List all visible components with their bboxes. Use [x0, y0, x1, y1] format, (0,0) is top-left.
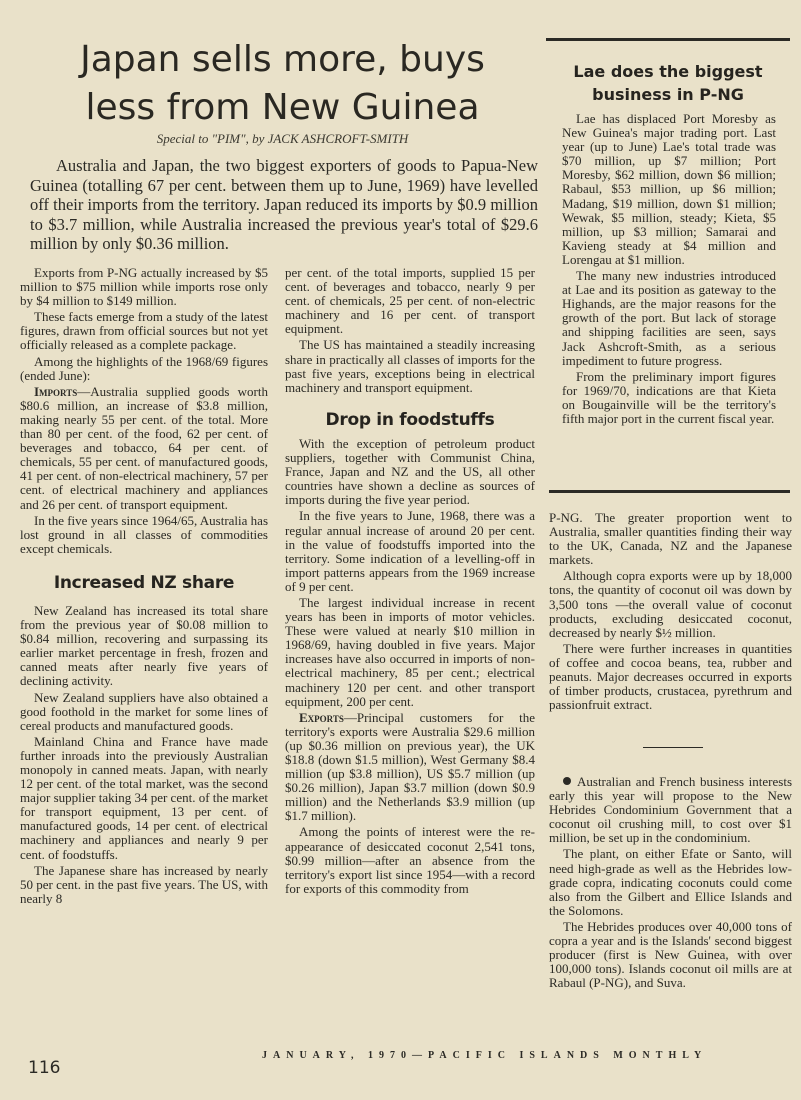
- paragraph: [285, 711, 535, 824]
- paragraph: The Japanese share has increased by nearly 50 per cent. in the past five years. The US, with nearly 8: [20, 862, 268, 906]
- paragraph-text: Australian and French business interests early this year will propose to the New Hebrides Condominium Government that a coconut oil crushing mill, to cost over $1 million, be set up in the condominium.: [549, 774, 792, 846]
- byline: Special to "PIM", by JACK ASHCROFT-SMITH: [156, 131, 409, 146]
- running-title: JANUARY, 1970—PACIFIC ISLANDS MONTHLY: [262, 1050, 708, 1061]
- paragraph: per cent. of the total imports, supplied 15 per cent. of beverages and tobacco, nearly 9 per cent. of chemicals, 25 per cent. of non-electric machinery and 16 per cent. of transport equipment.: [285, 265, 535, 337]
- sidebar-bottom-rule: [549, 490, 790, 493]
- paragraph: The many new industries introduced at Lae and its position as gateway to the Highands, are the major reasons for the growth of the port. But lack of storage and shipping facilities are seen, says Jack Ashcroft-Smith, as a serious impediment to future progress.: [562, 268, 776, 368]
- paragraph: Among the points of interest were the re-appearance of desiccated coconut 2,541 tons, $0.99 million—after an absence from the territory's export list since 1954—with a record for exports of this commodity from: [285, 824, 535, 896]
- paragraph: Lae has displaced Port Moresby as New Guinea's major trading port. Last year (up to June) Lae's total trade was $70 million, up $7 million; Port Moresby, $62 million, down $6 million; Rabaul, $53 million, up $6 million; Madang, $19 million, down $1 million; Wewak, $5 million, steady; Kieta, $5 million, up $3 million; Samarai and Kavieng steady at $4 million and Lorengau at $1 million.: [562, 111, 776, 267]
- paragraph: The US has maintained a steadily increasing share in practically all classes of imports for the past five years, exceptions being in electrical machinery and transport equipment.: [285, 337, 535, 395]
- sidebar-title-line-2: business in P-NG: [592, 85, 744, 104]
- paragraph: New Zealand suppliers have also obtained a good foothold in the market for some lines of cereal products and manufactured goods.: [20, 689, 268, 733]
- paragraph-text: —Australia supplied goods worth $80.6 million, an increase of $3.8 million, making nearly 55 per cent. of the total. More than 80 per cent. of the food, 62 per cent. of beverages and tobacco, 64 per cent. of chemicals, 55 per cent. of manufactured goods, 41 per cent. of non-electrical machinery, 57 per cent. of electrical machinery and appliances and 26 per cent. of transport equipment.: [20, 383, 268, 512]
- paragraph: Exports from P-NG actually increased by $5 million to $75 million while imports rose only by $4 million to $149 million.: [20, 265, 268, 309]
- paragraph: The plant, on either Efate or Santo, will need high-grade as well as the Hebrides low-grade copra, indicating coconuts could come also from the Gilbert and Ellice Islands and the Solomons.: [549, 846, 792, 918]
- paragraph-text: —Principal customers for the territory's exports were Australia $29.6 million (up $0.36 million on previous year), the UK $18.8 (down $1.5 million), West Germany $8.4 million (up $3.8 million), US $5.7 million (up $0.26 million), Japan $3.7 million (down $0.9 million) and the Netherlands $3.9 million (up $1.7 million).: [285, 709, 535, 824]
- paragraph: In the five years to June, 1968, there was a regular annual increase of around 20 per cent. in the value of foodstuffs imported into the territory. Some indication of a levelling-off in import patterns appears from the 1969 increase of 9 per cent.: [285, 508, 535, 594]
- section-divider: [643, 747, 703, 748]
- paragraph: Mainland China and France have made further inroads into the previously Australian monopoly in canned meats. Japan, with nearly 12 per cent. of the total market, was the second major supplier taking 34 per cent. of the market for transport equipment, 13 per cent. of manufactured goods, 14 per cent. of electrical machinery and appliances and nearly 9 per cent. of foodstuffs.: [20, 733, 269, 862]
- sidebar-title: [546, 60, 790, 106]
- headline-line-2: less from New Guinea: [85, 87, 480, 128]
- sidebar-body: [562, 112, 776, 428]
- paragraph: Among the highlights of the 1968/69 figures (ended June):: [20, 353, 268, 383]
- sidebar-top-rule: [546, 38, 790, 41]
- headline-line-1: Japan sells more, buys: [80, 39, 485, 80]
- article-headline: [30, 36, 535, 132]
- column-3-hebrides-item: [549, 775, 792, 992]
- sidebar-title-line-1: Lae does the biggest: [573, 62, 763, 81]
- column-1: [20, 266, 268, 908]
- column-3-continuation: [549, 511, 792, 714]
- paragraph: The largest individual increase in recent years has been in imports of motor vehicles. These were valued at nearly $10 million in 1968/69, having doubled in five years. Major increases have also occurred in imports of non-electrical machinery, 85 per cent.; electrical machinery 120 per cent. and other transport equipment, 200 per cent.: [285, 594, 535, 709]
- paragraph: [20, 385, 268, 512]
- paragraph: New Zealand has increased its total share from the previous year of $0.08 million to $0.84 million, recovering and surpassing its earlier market percentage in fresh, frozen and canned meats after nearly five years of declining activity.: [20, 602, 268, 689]
- bullet-icon: [563, 777, 571, 785]
- paragraph: P-NG. The greater proportion went to Australia, smaller quantities finding their way to the UK, Canada, NZ and the Japanese markets.: [549, 510, 792, 568]
- paragraph: The Hebrides produces over 40,000 tons of copra a year and is the Islands' second biggest producer (first is New Guinea, with over 100,000 tons). Islands coconut oil mills are at Rabaul (P-NG), and Suva.: [549, 918, 792, 991]
- paragraph: In the five years since 1964/65, Australia has lost ground in all classes of commodities except chemicals.: [20, 512, 268, 556]
- subheading: Increased NZ share: [53, 572, 235, 593]
- column-2: [285, 266, 535, 898]
- run-in-heading: Imports: [34, 383, 78, 399]
- paragraph: Although copra exports were up by 18,000 tons, the quantity of coconut oil was down by 3,500 tons —the overall value of coconut products, excluding desiccated coconut, decreased by nearly $½ million.: [549, 568, 792, 640]
- subheading: Drop in foodstuffs: [325, 409, 495, 430]
- paragraph: These facts emerge from a study of the latest figures, drawn from official sources but not yet officially released as a complete package.: [20, 309, 268, 353]
- page-number: 116: [28, 1058, 61, 1078]
- lead-paragraph: Australia and Japan, the two biggest exporters of goods to Papua-New Guinea (totalling 67 per cent. between them up to June, 1969) have levelled off their imports from the territory. Japan reduced its imports by $0.9 million to $3.7 million, while Australia increased the previous year's total of $29.6 million by only $0.36 million.: [30, 156, 538, 253]
- page-footer: [0, 1048, 801, 1088]
- paragraph: [549, 775, 792, 845]
- paragraph: There were further increases in quantities of coffee and cocoa beans, tea, rubber and peanuts. Major decreases occurred in exports of timber products, crustacea, pyrethrum and passionfruit extract.: [549, 640, 792, 713]
- run-in-heading: Exports: [299, 709, 344, 725]
- paragraph: With the exception of petroleum product suppliers, together with Communist China, France, Japan and NZ and the US, all other countries have shown a decline as sources of imports during the five year period.: [285, 435, 535, 508]
- paragraph: From the preliminary import figures for 1969/70, indications are that Kieta on Bougainville will be the territory's fifth major port in the current fiscal year.: [562, 368, 776, 426]
